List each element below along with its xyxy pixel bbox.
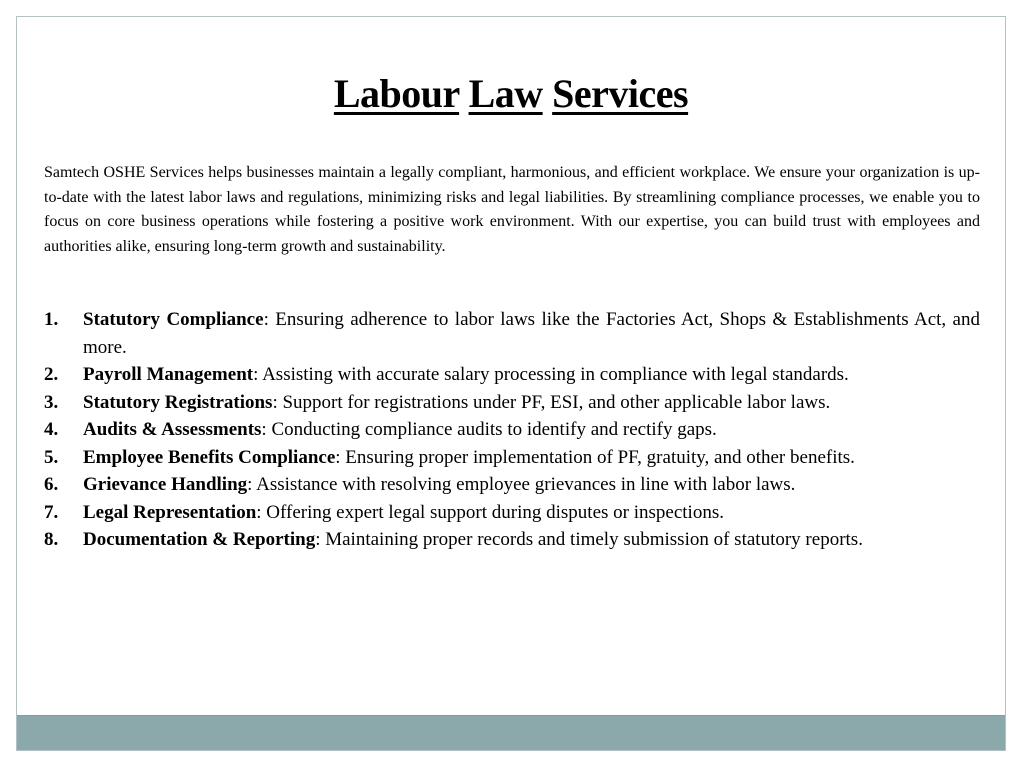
list-item-description: : Support for registrations under PF, ESI, and other applicable labor laws.	[272, 391, 831, 413]
list-item-description: : Ensuring adherence to labor laws like the Factories Act, Shops & Establishments Act, and more.	[83, 309, 980, 358]
list-item-term: Legal Representation	[83, 501, 257, 523]
list-item-number: 7.	[44, 501, 59, 523]
list-item	[44, 389, 980, 417]
list-item	[44, 361, 980, 389]
list-item-number: 5.	[44, 446, 59, 468]
slide	[16, 16, 1006, 751]
list-item-description: : Maintaining proper records and timely submission of statutory reports.	[315, 529, 863, 550]
list-item-number: 3.	[44, 391, 59, 413]
list-item	[44, 471, 980, 499]
list-item-term: Payroll Management	[83, 364, 254, 385]
list-item-number: 8.	[44, 529, 59, 550]
list-item-description: : Ensuring proper implementation of PF, gratuity, and other benefits.	[335, 446, 855, 468]
list-item	[44, 306, 980, 361]
list-item-description: : Assistance with resolving employee grievances in line with labor laws.	[247, 474, 796, 495]
list-item-term: Statutory Compliance	[83, 309, 264, 330]
list-item-number: 1.	[44, 309, 59, 330]
list-item-description: : Conducting compliance audits to identify and rectify gaps.	[261, 419, 717, 440]
footer-bar	[17, 715, 1005, 750]
list-item-number: 4.	[44, 419, 59, 440]
list-item-term: Documentation & Reporting	[83, 529, 316, 550]
slide-title	[17, 69, 1005, 119]
list-item-description: : Assisting with accurate salary processing in compliance with legal standards.	[253, 364, 849, 385]
intro-paragraph: Samtech OSHE Services helps businesses maintain a legally compliant, harmonious, and efficient workplace. We ensure your organization is up-to-date with the latest labor laws and regulations, minimizing risks and legal liabilities. By streamlining compliance processes, we enable you to focus on core business operations while fostering a positive work environment. With our expertise, you can build trust with employees and authorities alike, ensuring long-term growth and sustainability.	[44, 164, 980, 255]
list-item-number: 2.	[44, 364, 59, 385]
list-item-term: Employee Benefits Compliance	[83, 446, 336, 468]
title-word-law: Law	[468, 71, 543, 116]
title-word-services: Services	[552, 71, 689, 116]
list-item	[44, 444, 980, 472]
list-item-description: : Offering expert legal support during disputes or inspections.	[256, 501, 724, 523]
services-list	[44, 306, 980, 554]
list-item	[44, 416, 980, 444]
list-item-term: Statutory Registrations	[83, 391, 273, 413]
list-item-term: Audits & Assessments	[83, 419, 262, 440]
list-item-number: 6.	[44, 474, 59, 495]
list-item	[44, 526, 980, 554]
list-item	[44, 499, 980, 527]
list-item-term: Grievance Handling	[83, 474, 248, 495]
title-word-labour: Labour	[333, 71, 460, 116]
